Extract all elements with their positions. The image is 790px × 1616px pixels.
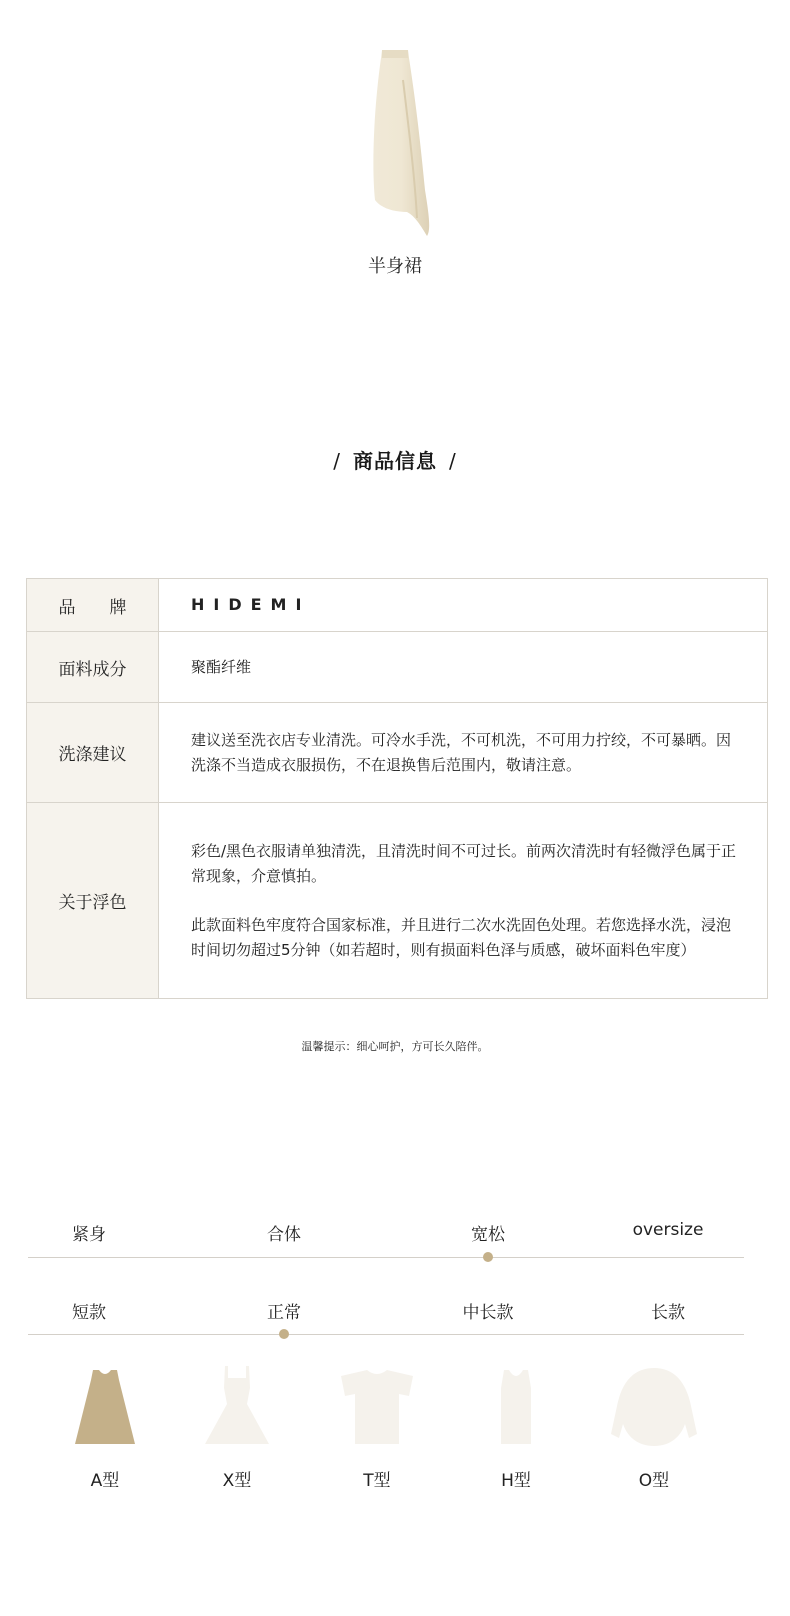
title-slash-right: / (449, 449, 457, 473)
silhouette-x (187, 1366, 287, 1491)
silhouette-label: H型 (501, 1471, 531, 1491)
silhouette-label: T型 (363, 1471, 391, 1491)
wash-label-cell (27, 703, 159, 803)
wash-value: 建议送至洗衣店专业清洗。可冷水手洗，不可机洗，不可用力拧绞，不可暴晒。因洗涤不当造成衣服损伤，不在退换售后范围内，敬请注意。 (191, 730, 732, 774)
product-caption: 半身裙 (368, 256, 422, 277)
fade-paragraph-1: 彩色/黑色衣服请单独清洗，且清洗时间不可过长。前两次清洗时有轻微浮色属于正常现象，介意慎拍。 (191, 841, 737, 885)
fabric-label-cell (27, 632, 159, 703)
section-title-text: 商品信息 (353, 449, 437, 473)
table-row-wash (27, 703, 768, 803)
oversize-top-icon (609, 1366, 699, 1446)
length-scale-line (28, 1334, 744, 1335)
length-option: 中长款 (462, 1303, 514, 1323)
fade-label: 关于浮色 (58, 893, 127, 913)
silhouette-label: O型 (638, 1471, 670, 1491)
fabric-value-cell (159, 632, 768, 703)
length-option: 短款 (72, 1303, 106, 1323)
silhouette-label: A型 (90, 1471, 120, 1491)
fit-selected-marker (483, 1252, 493, 1262)
care-tip: 温馨提示：细心呵护，方可长久陪伴。 (301, 1040, 489, 1053)
brand-label-cell (27, 579, 159, 632)
product-section (0, 40, 790, 278)
title-slash-left: / (333, 449, 341, 473)
fit-option: 合体 (267, 1225, 301, 1245)
skirt-image (345, 40, 445, 240)
fit-scale (28, 1220, 744, 1260)
wash-label: 洗涤建议 (58, 745, 127, 765)
fit-option: oversize (632, 1220, 704, 1240)
silhouette-h (466, 1366, 566, 1491)
x-line-dress-icon (197, 1366, 277, 1446)
length-option: 长款 (651, 1303, 685, 1323)
fit-option: 紧身 (72, 1225, 106, 1245)
length-scale (28, 1298, 744, 1338)
section-title (0, 445, 790, 474)
fade-paragraph-2: 此款面料色牢度符合国家标准，并且进行二次水洗固色处理。若您选择水洗，浸泡时间切勿超过5分钟（如若超时，则有损面料色泽与质感，破坏面料色牢度） (191, 915, 732, 959)
silhouette-o (604, 1366, 704, 1491)
brand-label: 品牌 (58, 597, 161, 618)
fade-label-cell (27, 803, 159, 999)
length-selected-marker (279, 1329, 289, 1339)
fabric-value: 聚酯纤维 (191, 657, 252, 676)
length-option: 正常 (267, 1303, 301, 1323)
fabric-label: 面料成分 (58, 659, 127, 680)
table-row-fade (27, 803, 768, 999)
brand-value-cell (159, 579, 768, 632)
tank-top-icon (476, 1366, 556, 1446)
brand-value: HIDEMI (191, 595, 311, 614)
silhouette-options (0, 1366, 790, 1496)
wash-value-cell (159, 703, 768, 803)
fade-value-cell (159, 803, 768, 999)
a-line-dress-icon (65, 1366, 145, 1446)
table-row-fabric (27, 632, 768, 703)
fit-option: 宽松 (471, 1225, 505, 1245)
silhouette-label: X型 (222, 1471, 252, 1491)
t-shirt-icon (337, 1366, 417, 1446)
silhouette-t (327, 1366, 427, 1491)
product-info-table (26, 578, 768, 999)
table-row-brand (27, 579, 768, 632)
silhouette-a (55, 1366, 155, 1491)
fit-scale-line (28, 1257, 744, 1258)
